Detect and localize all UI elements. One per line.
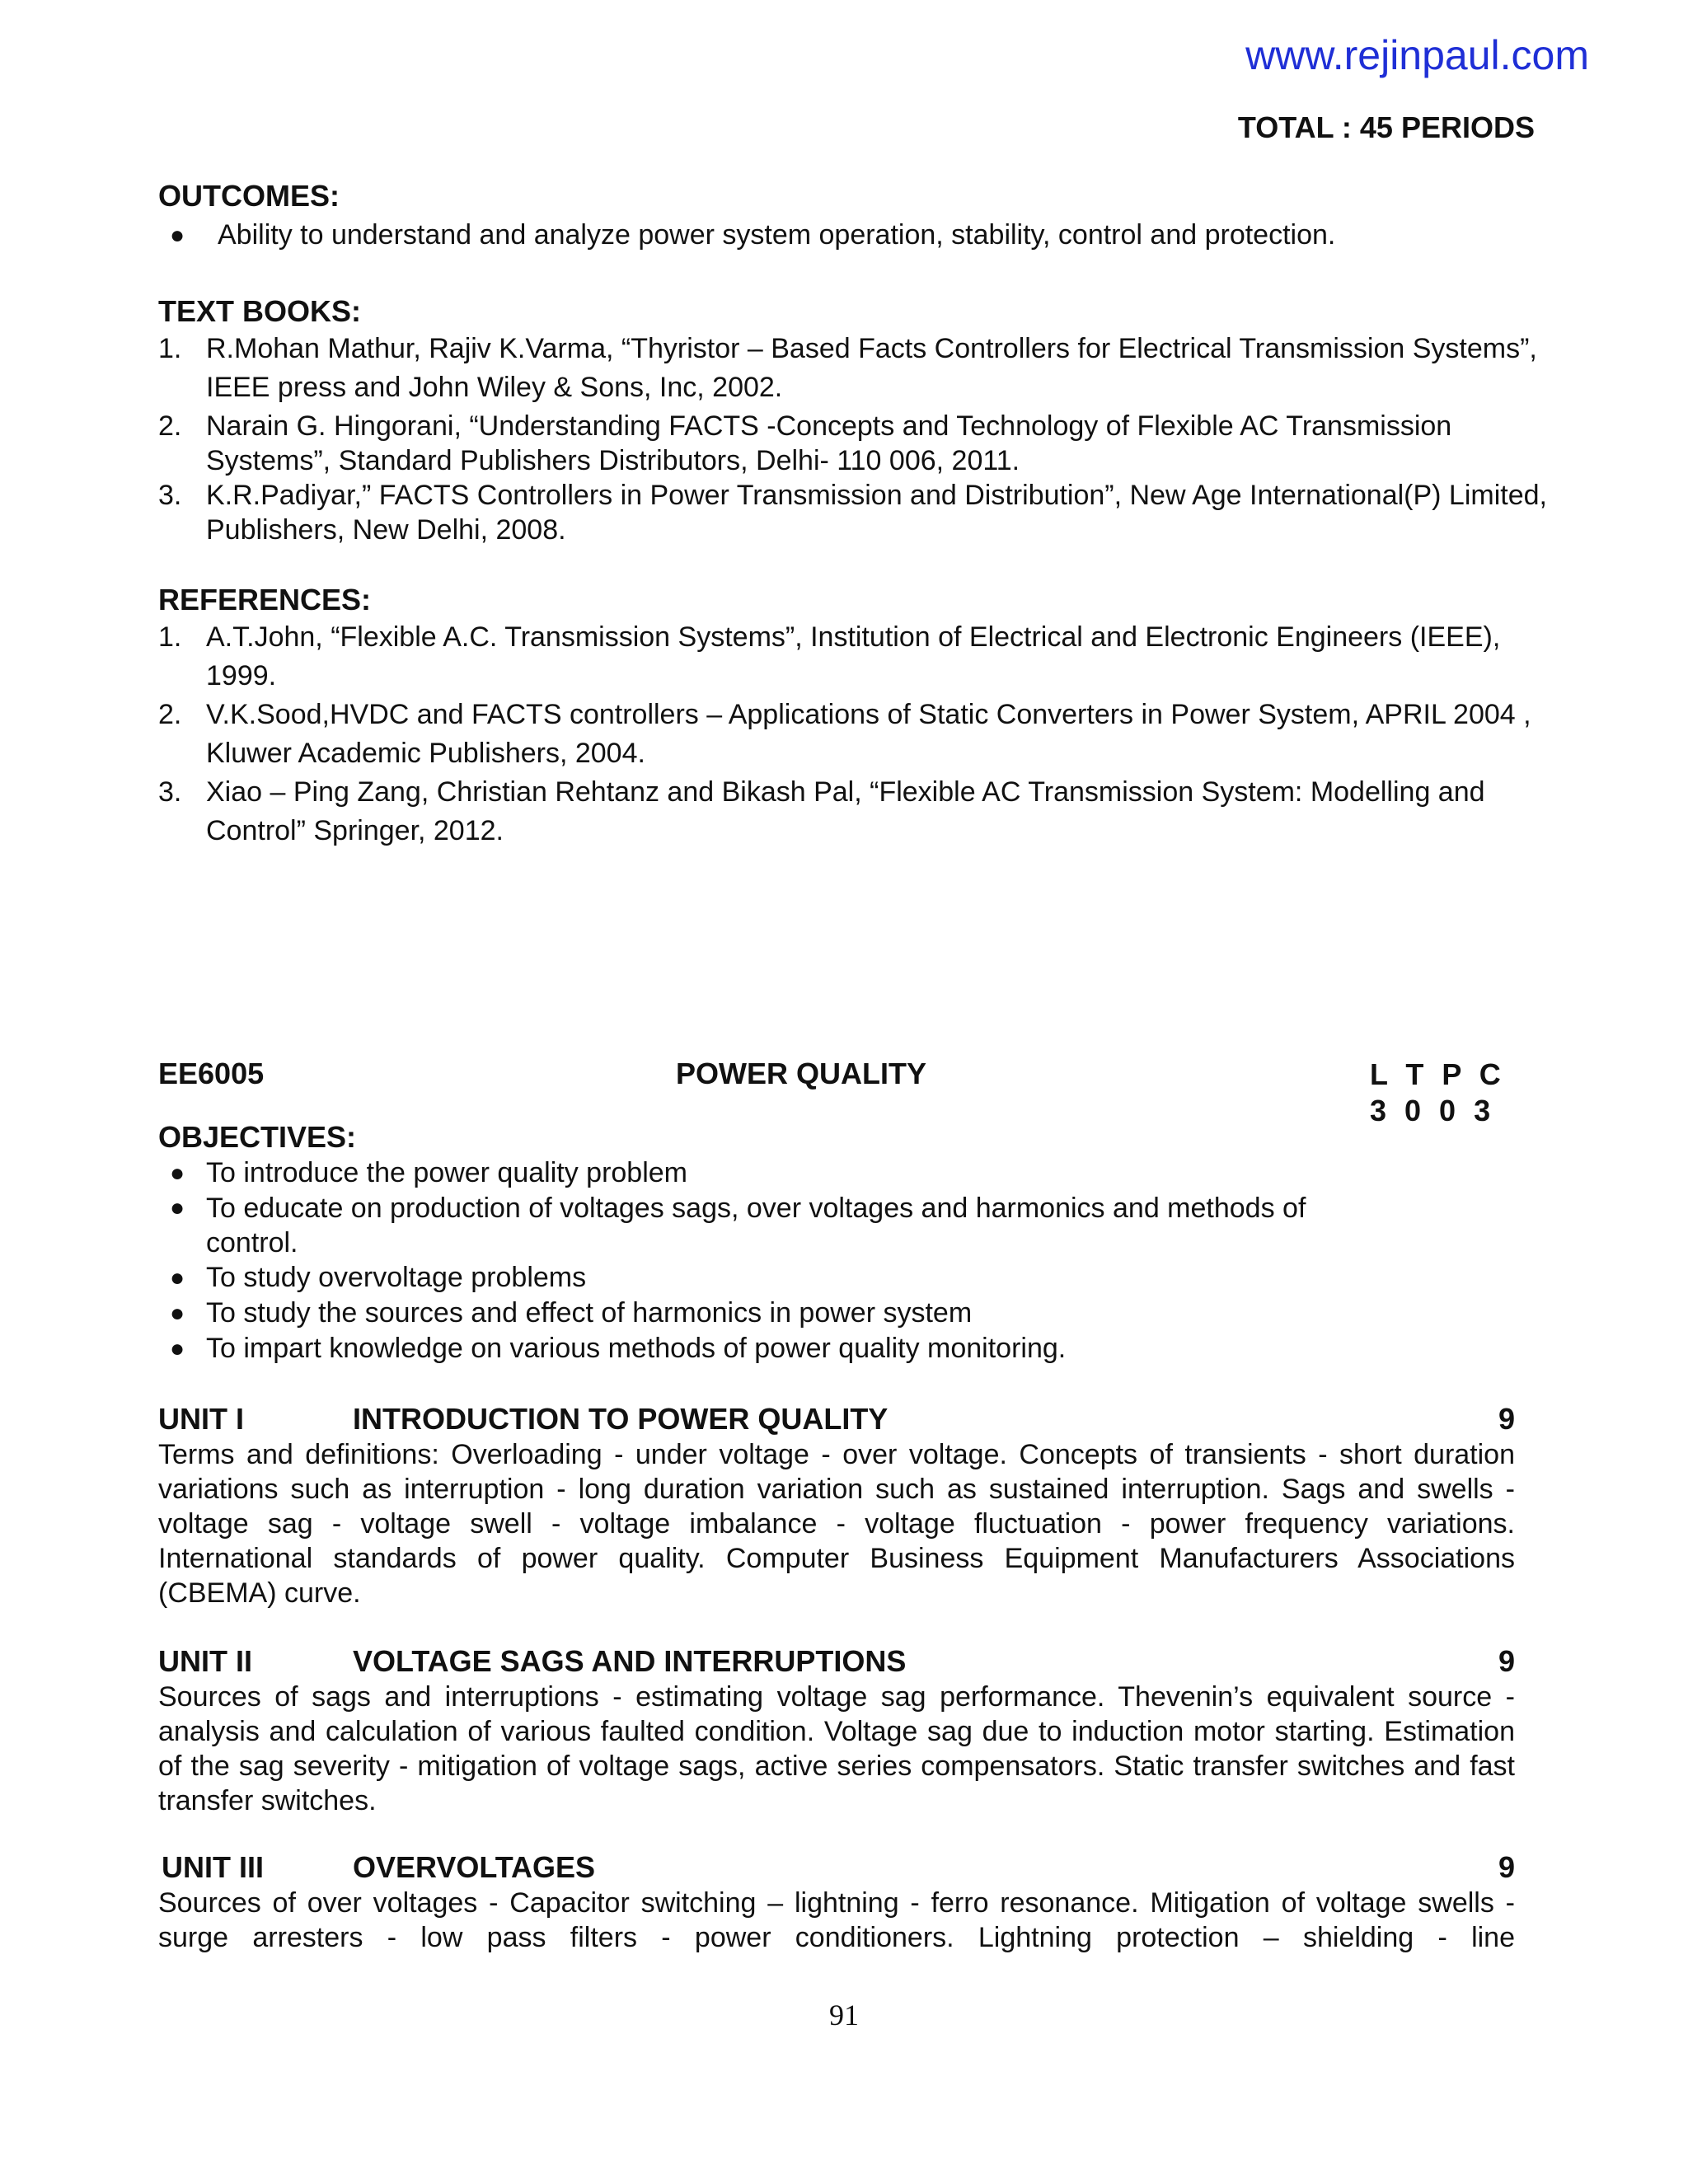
unit-1-section	[158, 1401, 1515, 1610]
objectives-heading: OBJECTIVES:	[158, 1120, 357, 1154]
unit-2-header	[158, 1643, 1515, 1680]
ltpc-values: 3 0 0 3	[1370, 1094, 1496, 1127]
text-book-citation: Narain G. Hingorani, “Understanding FACTS -Concepts and Technology of Flexible AC Transmission Systems”, Standard Publishers Distributors, Delhi- 110 006, 2011.	[206, 410, 1452, 476]
unit-label: UNIT II	[158, 1644, 252, 1678]
list-item	[158, 478, 1558, 547]
objective-text: To educate on production of voltages sags, over voltages and harmonics and methods of control.	[206, 1193, 1306, 1258]
course-code: EE6005	[158, 1057, 265, 1090]
unit-hours: 9	[1498, 1850, 1515, 1884]
list-item	[158, 773, 1558, 851]
list-item	[158, 1296, 1362, 1331]
text-book-citation: R.Mohan Mathur, Rajiv K.Varma, “Thyristor – Based Facts Controllers for Electrical Transmission Systems”, IEEE press and John Wiley & Sons, Inc, 2002.	[206, 333, 1537, 403]
unit-3-header	[158, 1849, 1515, 1886]
unit-hours: 9	[1498, 1402, 1515, 1436]
item-number: 2.	[158, 699, 182, 730]
text-book-citation: K.R.Padiyar,” FACTS Controllers in Power Transmission and Distribution”, New Age International(P) Limited, Publishers, New Delhi, 2008.	[206, 480, 1547, 546]
unit-title: OVERVOLTAGES	[353, 1850, 596, 1884]
item-number: 1.	[158, 621, 182, 653]
site-url-link[interactable]: www.rejinpaul.com	[1245, 32, 1589, 78]
objective-text: To introduce the power quality problem	[206, 1157, 687, 1188]
unit-3-section	[158, 1849, 1515, 1955]
unit-label: UNIT III	[162, 1850, 264, 1884]
text-books-section	[158, 293, 1547, 547]
list-item	[158, 218, 1515, 253]
list-item	[158, 1191, 1362, 1260]
unit-3-body: Sources of over voltages - Capacitor switching – lightning - ferro resonance. Mitigation of voltage swells - surge arresters - low pass filters - power conditioners. Lightning protection – shielding - line	[158, 1887, 1515, 1953]
objectives-section	[158, 1119, 1515, 1366]
item-number: 2.	[158, 410, 182, 442]
list-item	[158, 696, 1558, 773]
unit-title: INTRODUCTION TO POWER QUALITY	[353, 1402, 889, 1436]
unit-1-header	[158, 1401, 1515, 1437]
objectives-list	[158, 1155, 1362, 1366]
outcome-text: Ability to understand and analyze power system operation, stability, control and protection.	[218, 219, 1336, 251]
list-item	[158, 1155, 1362, 1191]
item-number: 3.	[158, 480, 182, 511]
list-item	[158, 330, 1558, 407]
references-section	[158, 582, 1531, 851]
ltpc-block	[1370, 1057, 1506, 1129]
reference-citation: A.T.John, “Flexible A.C. Transmission Systems”, Institution of Electrical and Electronic Engineers (IEEE), 1999.	[206, 621, 1501, 691]
bullet-icon: ●	[170, 1264, 185, 1291]
unit-label: UNIT I	[158, 1402, 244, 1436]
page-number: 91	[829, 1999, 859, 2032]
objective-text: To study overvoltage problems	[206, 1262, 587, 1293]
unit-2-body: Sources of sags and interruptions - estimating voltage sag performance. Thevenin’s equivalent source - analysis and calculation of various faulted condition. Voltage sag due to induction motor starting. Estimation of the sag severity - mitigation of voltage sags, active series compensators. Static transfer switches and fast transfer switches.	[158, 1681, 1515, 1816]
total-periods: TOTAL : 45 PERIODS	[1237, 110, 1535, 144]
bullet-icon: ●	[170, 222, 185, 249]
list-item	[158, 1331, 1362, 1366]
item-number: 3.	[158, 776, 182, 808]
course-title: POWER QUALITY	[676, 1057, 926, 1090]
item-number: 1.	[158, 333, 182, 364]
list-item	[158, 409, 1558, 478]
objective-text: To study the sources and effect of harmonics in power system	[206, 1297, 973, 1329]
list-item	[158, 618, 1558, 696]
bullet-icon: ●	[170, 1335, 185, 1362]
unit-hours: 9	[1498, 1644, 1515, 1678]
text-books-heading: TEXT BOOKS:	[158, 294, 362, 328]
bullet-icon: ●	[170, 1160, 185, 1187]
outcomes-list	[158, 218, 1515, 253]
bullet-icon: ●	[170, 1300, 185, 1327]
list-item	[158, 1260, 1362, 1296]
text-books-list	[158, 330, 1547, 547]
unit-2-section	[158, 1643, 1515, 1818]
outcomes-heading: OUTCOMES:	[158, 179, 340, 213]
reference-citation: V.K.Sood,HVDC and FACTS controllers – Applications of Static Converters in Power System, APRIL 2004 , Kluwer Academic Publishers, 2004.	[206, 699, 1531, 769]
ltpc-label: L T P C	[1370, 1057, 1506, 1091]
outcomes-section	[158, 178, 1515, 253]
objective-text: To impart knowledge on various methods of power quality monitoring.	[206, 1333, 1067, 1364]
references-heading: REFERENCES:	[158, 583, 372, 616]
unit-1-body: Terms and definitions: Overloading - under voltage - over voltage. Concepts of transients - short duration variations such as interruption - long duration variation such as sustained interruption. Sags and swells - voltage sag - voltage swell - voltage imbalance - voltage fluctuation - power frequency variations. International standards of power quality. Computer Business Equipment Manufacturers Associations (CBEMA) curve.	[158, 1439, 1515, 1609]
bullet-icon: ●	[170, 1194, 185, 1221]
reference-citation: Xiao – Ping Zang, Christian Rehtanz and Bikash Pal, “Flexible AC Transmission System: Modelling and Control” Springer, 2012.	[206, 776, 1485, 846]
unit-title: VOLTAGE SAGS AND INTERRUPTIONS	[353, 1644, 907, 1678]
references-list	[158, 618, 1531, 851]
